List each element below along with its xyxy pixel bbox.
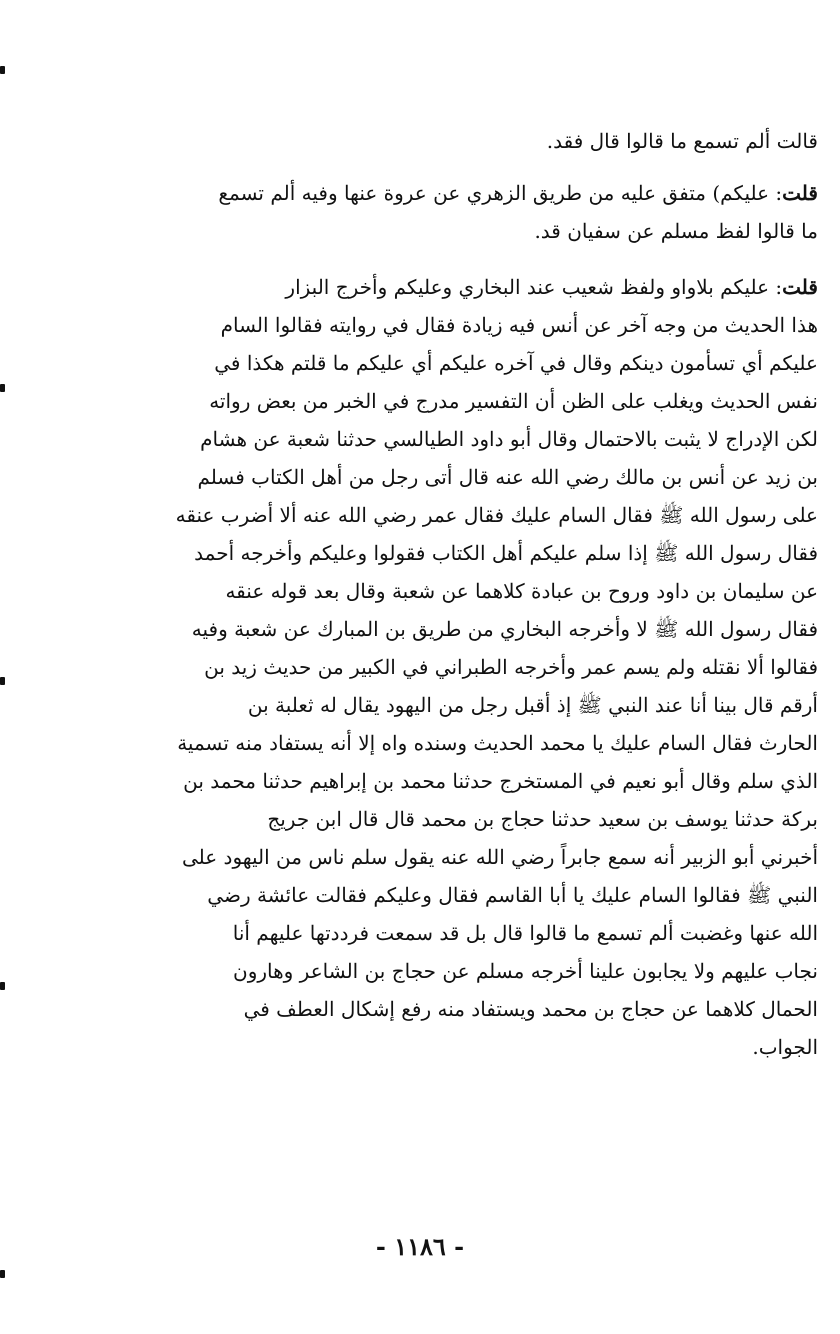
text-line	[128, 174, 818, 212]
binding-mark	[0, 66, 5, 74]
binding-mark	[0, 384, 5, 392]
paragraph-lead: قلت	[782, 181, 818, 205]
text-line: لكن الإدراج لا يثبت بالاحتمال وقال أبو داود الطيالسي حدثنا شعبة عن هشام	[200, 427, 818, 451]
text-line: الحارث فقال السام عليك يا محمد الحديث وسنده واه إلا أنه يستفاد منه تسمية	[177, 731, 818, 755]
text-line-content: : عليكم) متفق عليه من طريق الزهري عن عروة عنها وفيه ألم تسمع	[218, 181, 783, 205]
text-line: فقالوا ألا نقتله ولم يسم عمر وأخرجه الطبراني في الكبير من حديث زيد بن	[204, 655, 818, 679]
binding-mark	[0, 1270, 5, 1278]
paragraph-2	[128, 174, 818, 250]
text-line: قالت ألم تسمع ما قالوا قال فقد.	[546, 129, 818, 153]
text-line: النبي ﷺ فقالوا السام عليك يا أبا القاسم فقال وعليكم فقالت عائشة رضي	[207, 883, 818, 907]
text-line: الحمال كلاهما عن حجاج بن محمد ويستفاد منه رفع إشكال العطف في	[243, 997, 818, 1021]
page-number: - ١١٨٦ -	[375, 1232, 465, 1261]
paragraph-1	[128, 122, 818, 160]
text-line: الذي سلم وقال أبو نعيم في المستخرج حدثنا محمد بن إبراهيم حدثنا محمد بن	[183, 769, 818, 793]
text-line	[128, 268, 818, 306]
text-line: الجواب.	[752, 1035, 818, 1059]
text-line: فقال رسول الله ﷺ إذا سلم عليكم أهل الكتاب فقولوا وعليكم وأخرجه أحمد	[194, 541, 818, 565]
binding-mark	[0, 677, 5, 685]
text-line: نجاب عليهم ولا يجابون علينا أخرجه مسلم عن حجاج بن الشاعر وهارون	[233, 959, 818, 983]
text-line: بركة حدثنا يوسف بن سعيد حدثنا حجاج بن محمد قال قال ابن جريج	[267, 807, 818, 831]
binding-mark	[0, 982, 5, 990]
text-line: عليكم أي تسأمون دينكم وقال في آخره عليكم أي عليكم ما قلتم هكذا في	[214, 351, 818, 375]
text-line-content: : عليكم بلاواو ولفظ شعيب عند البخاري وعليكم وأخرج البزار	[285, 275, 783, 299]
text-line: أخبرني أبو الزبير أنه سمع جابراً رضي الله عنه يقول سلم ناس من اليهود على	[181, 845, 818, 869]
text-line: فقال رسول الله ﷺ لا وأخرجه البخاري من طريق بن المبارك عن شعبة وفيه	[191, 617, 818, 641]
paragraph-lead: قلت	[782, 275, 818, 299]
text-line: أرقم قال بينا أنا عند النبي ﷺ إذ أقبل رجل من اليهود يقال له ثعلبة بن	[247, 693, 818, 717]
text-line: عن سليمان بن داود وروح بن عبادة كلاهما عن شعبة وقال بعد قوله عنقه	[225, 579, 818, 603]
text-line: بن زيد عن أنس بن مالك رضي الله عنه قال أتى رجل من أهل الكتاب فسلم	[197, 465, 818, 489]
text-line: ما قالوا لفظ مسلم عن سفيان قد.	[534, 219, 818, 243]
paragraph-3	[128, 268, 818, 1066]
text-line: على رسول الله ﷺ فقال السام عليك فقال عمر رضي الله عنه ألا أضرب عنقه	[175, 503, 818, 527]
text-line: هذا الحديث من وجه آخر عن أنس فيه زيادة فقال في روايته فقالوا السام	[220, 313, 818, 337]
text-line: نفس الحديث ويغلب على الظن أن التفسير مدرج في الخبر من بعض رواته	[209, 389, 818, 413]
text-line: الله عنها وغضبت ألم تسمع ما قالوا قال بل قد سمعت فرددتها عليهم أنا	[232, 921, 818, 945]
